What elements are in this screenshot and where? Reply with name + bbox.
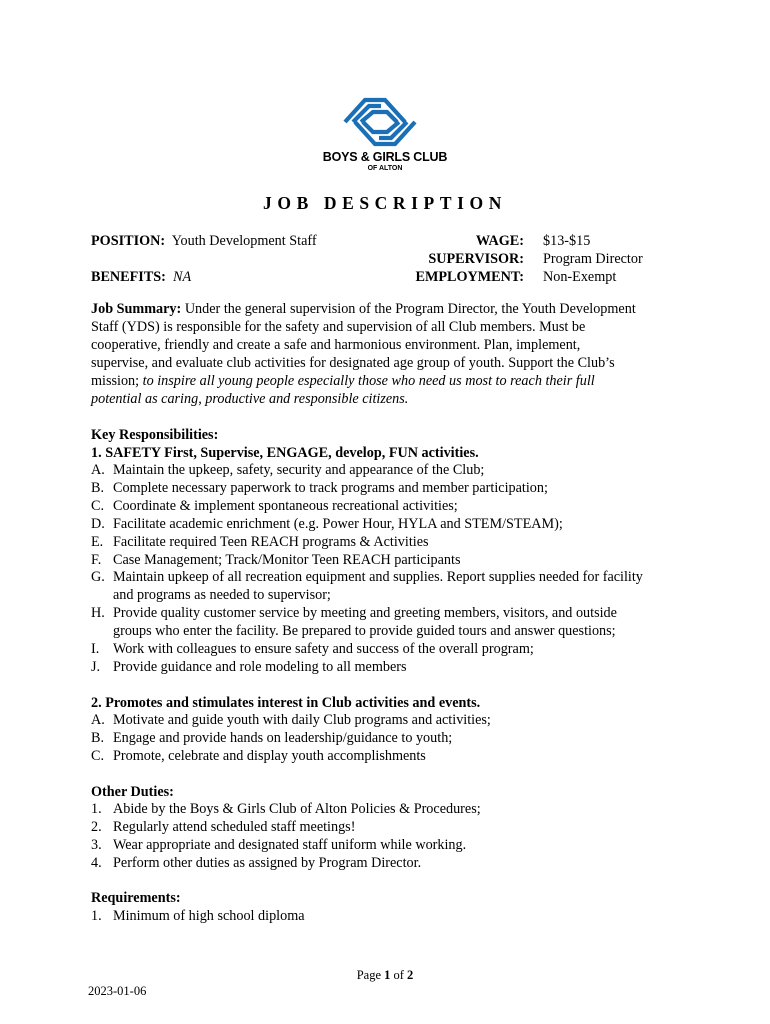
list-item-marker: I. — [91, 641, 100, 657]
summary-line-1 — [91, 301, 636, 319]
list-item-marker: H. — [91, 605, 105, 622]
list-item-marker: E. — [91, 533, 104, 550]
footer-date: 2023-01-06 — [88, 984, 147, 998]
list-item-marker: 1. — [91, 908, 102, 924]
employment-value: Non-Exempt — [543, 269, 617, 285]
section2-title: 2. Promotes and stimulates interest in Club activities and events. — [91, 695, 481, 711]
list-item-text: Abide by the Boys & Girls Club of Alton Policies & Procedures; — [113, 801, 481, 817]
list-item-text: Facilitate required Teen REACH programs & Activities — [113, 533, 429, 550]
list-item-marker: A. — [91, 462, 105, 478]
position-value: Youth Development Staff — [171, 233, 317, 249]
list-item-marker: B. — [91, 479, 105, 496]
summary-mission-2: potential as caring, productive and responsible citizens. — [91, 391, 409, 407]
list-item-text: Engage and provide hands on leadership/guidance to youth; — [113, 729, 453, 746]
responsibilities-heading: Key Responsibilities: — [91, 427, 219, 443]
page-title: JOB DESCRIPTION — [263, 193, 507, 213]
benefits-value: NA — [173, 269, 192, 285]
list-item-text: Facilitate academic enrichment (e.g. Power Hour, HYLA and STEM/STEAM); — [113, 515, 563, 532]
employment-label: EMPLOYMENT: — [415, 269, 524, 285]
list-item-marker: B. — [91, 729, 105, 746]
summary-text-1: Under the general supervision of the Program Director, the Youth Development — [181, 301, 636, 317]
summary-line-5 — [91, 373, 595, 391]
page-current: 1 — [384, 968, 391, 982]
logo-name: BOYS & GIRLS CLUB — [322, 150, 448, 164]
supervisor-value: Program Director — [543, 251, 643, 267]
summary-line-3: cooperative, friendly and create a safe and harmonious environment. Plan, implement, — [91, 337, 581, 353]
list-item-text: Provide quality customer service by meeting and greeting members, visitors, and outside — [113, 605, 617, 622]
list-item-text: Provide guidance and role modeling to all members — [113, 658, 407, 675]
summary-text-5: mission; — [91, 373, 143, 389]
list-item-text: groups who enter the facility. Be prepared to provide guided tours and answer questions; — [113, 623, 616, 640]
list-item-text: Regularly attend scheduled staff meetings! — [113, 818, 356, 835]
list-item-text: and programs as needed to supervisor; — [113, 587, 331, 604]
position-label: POSITION: — [91, 233, 166, 249]
list-item-marker: 4. — [91, 854, 102, 871]
list-item-text: Work with colleagues to ensure safety and success of the overall program; — [113, 641, 534, 657]
requirements-heading: Requirements: — [91, 890, 181, 906]
position-row — [91, 233, 317, 251]
list-item-marker: 3. — [91, 836, 102, 853]
list-item-text: Maintain the upkeep, safety, security and appearance of the Club; — [113, 462, 485, 478]
summary-label: Job Summary: — [91, 301, 182, 317]
summary-line-2: Staff (YDS) is responsible for the safety and supervision of all Club members. Must be — [91, 319, 586, 335]
list-item-text: Motivate and guide youth with daily Club programs and activities; — [113, 712, 491, 728]
list-item-marker: 2. — [91, 818, 102, 835]
list-item-text: Promote, celebrate and display youth accomplishments — [113, 747, 426, 764]
list-item-text: Minimum of high school diploma — [113, 908, 305, 924]
list-item-marker: A. — [91, 712, 105, 728]
list-item-text: Complete necessary paperwork to track programs and member participation; — [113, 479, 548, 496]
list-item-marker: G. — [91, 569, 105, 586]
summary-line-4: supervise, and evaluate club activities for designated age group of youth. Support the Club’s — [91, 355, 615, 371]
list-item-marker: J. — [91, 658, 101, 675]
list-item-marker: 1. — [91, 801, 102, 817]
page-prefix: Page — [356, 968, 385, 982]
list-item-text: Coordinate & implement spontaneous recreational activities; — [113, 497, 458, 514]
list-item-marker: D. — [91, 515, 105, 532]
list-item-text: Maintain upkeep of all recreation equipment and supplies. Report supplies needed for facility — [113, 569, 643, 586]
wage-label: WAGE: — [475, 233, 524, 249]
list-item-marker: C. — [91, 497, 105, 514]
page-total: 2 — [407, 968, 414, 982]
benefits-row — [91, 269, 191, 287]
benefits-label: BENEFITS: — [91, 269, 166, 285]
supervisor-label: SUPERVISOR: — [428, 251, 524, 267]
list-item-text: Perform other duties as assigned by Program Director. — [113, 854, 422, 871]
other-duties-heading: Other Duties: — [91, 784, 174, 800]
logo-subtitle: OF ALTON — [367, 165, 403, 172]
wage-value: $13-$15 — [543, 233, 591, 249]
page-of: of — [390, 968, 408, 982]
section1-title: 1. SAFETY First, Supervise, ENGAGE, develop, FUN activities. — [91, 445, 479, 461]
boys-girls-club-logo-icon — [335, 92, 425, 152]
list-item-marker: F. — [91, 551, 102, 568]
list-item-marker: C. — [91, 747, 105, 764]
list-item-text: Wear appropriate and designated staff uniform while working. — [113, 836, 467, 853]
summary-mission-1: to inspire all young people especially those who need us most to reach their full — [142, 373, 595, 389]
list-item-text: Case Management; Track/Monitor Teen REACH participants — [113, 551, 461, 568]
